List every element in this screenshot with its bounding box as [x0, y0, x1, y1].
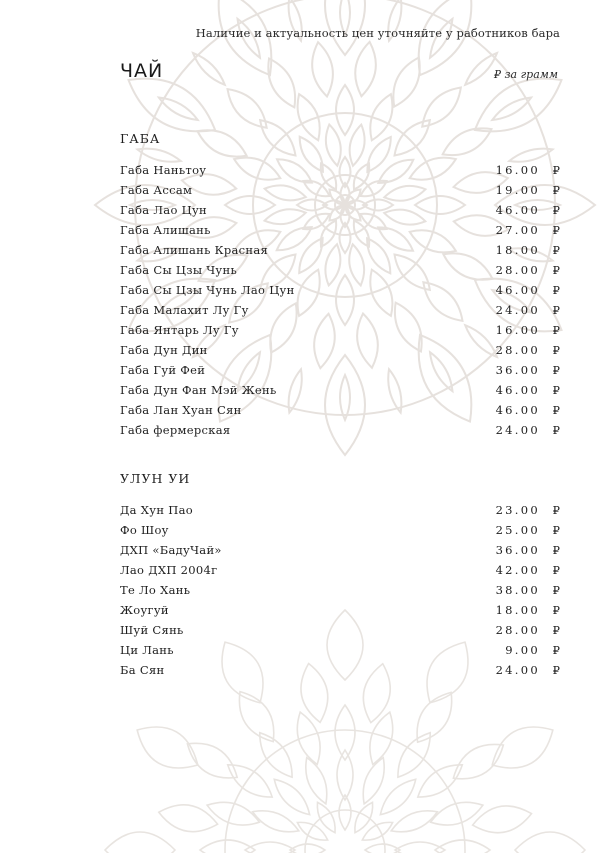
menu-list: [120, 160, 560, 440]
currency-icon: ₽: [552, 163, 560, 177]
item-name: Лао ДХП 2004г: [120, 563, 218, 577]
currency-icon: ₽: [552, 403, 560, 417]
item-name: Габа Лао Цун: [120, 203, 207, 217]
currency-icon: ₽: [552, 223, 560, 237]
currency-icon: ₽: [552, 583, 560, 597]
currency-icon: ₽: [552, 383, 560, 397]
currency-icon: ₽: [552, 283, 560, 297]
section-title: ГАБА: [120, 131, 161, 146]
currency-icon: ₽: [552, 243, 560, 257]
currency-icon: ₽: [552, 603, 560, 617]
item-price: 18.00: [495, 243, 540, 257]
item-name: Габа Лан Хуан Сян: [120, 403, 242, 417]
menu-item: [120, 620, 560, 640]
currency-icon: ₽: [552, 303, 560, 317]
item-name: Ци Лань: [120, 643, 174, 657]
menu-item: [120, 200, 560, 220]
item-price: 18.00: [495, 603, 540, 617]
currency-icon: ₽: [552, 643, 560, 657]
menu-item: [120, 380, 560, 400]
item-price: 24.00: [495, 303, 540, 317]
availability-notice: Наличие и актуальность цен уточняйте у работников бара: [195, 26, 560, 40]
menu-item: [120, 420, 560, 440]
item-price: 24.00: [495, 663, 540, 677]
menu-item: [120, 240, 560, 260]
currency-icon: ₽: [552, 263, 560, 277]
item-price: 36.00: [495, 543, 540, 557]
item-name: Габа Наньтоу: [120, 163, 207, 177]
item-price: 46.00: [495, 383, 540, 397]
item-name: Шуй Сянь: [120, 623, 184, 637]
menu-item: [120, 520, 560, 540]
item-price: 38.00: [495, 583, 540, 597]
menu-item: [120, 340, 560, 360]
menu-item: [120, 280, 560, 300]
menu-item: [120, 160, 560, 180]
item-name: Габа Гуй Фей: [120, 363, 206, 377]
item-price: 16.00: [495, 323, 540, 337]
item-name: Габа Сы Цзы Чунь: [120, 263, 238, 277]
item-price: 42.00: [495, 563, 540, 577]
menu-item: [120, 220, 560, 240]
item-name: Габа Алишань Красная: [120, 243, 269, 257]
item-price: 23.00: [495, 503, 540, 517]
menu-item: [120, 560, 560, 580]
price-unit-note: ₽ за грамм: [494, 68, 558, 81]
item-name: Габа Янтарь Лу Гу: [120, 323, 239, 337]
item-name: Да Хун Пао: [120, 503, 193, 517]
item-name: Габа Ассам: [120, 183, 193, 197]
item-name: Фо Шоу: [120, 523, 169, 537]
item-price: 36.00: [495, 363, 540, 377]
menu-item: [120, 500, 560, 520]
menu-item: [120, 260, 560, 280]
item-price: 46.00: [495, 203, 540, 217]
item-name: Габа Дун Дин: [120, 343, 208, 357]
item-name: Ба Сян: [120, 663, 165, 677]
item-name: Жоугуй: [120, 603, 169, 617]
item-name: Габа Сы Цзы Чунь Лао Цун: [120, 283, 295, 297]
menu-item: [120, 640, 560, 660]
menu-item: [120, 660, 560, 680]
currency-icon: ₽: [552, 503, 560, 517]
menu-item: [120, 320, 560, 340]
menu-item: [120, 300, 560, 320]
item-name: Габа Малахит Лу Гу: [120, 303, 249, 317]
currency-icon: ₽: [552, 183, 560, 197]
currency-icon: ₽: [552, 423, 560, 437]
menu-item: [120, 600, 560, 620]
item-price: 28.00: [495, 623, 540, 637]
item-price: 27.00: [495, 223, 540, 237]
item-price: 9.00: [505, 643, 540, 657]
item-name: Габа фермерская: [120, 423, 231, 437]
item-price: 25.00: [495, 523, 540, 537]
currency-icon: ₽: [552, 323, 560, 337]
section-ulun-ui: [120, 472, 560, 680]
menu-item: [120, 360, 560, 380]
page-title: ЧАЙ: [120, 60, 164, 82]
currency-icon: ₽: [552, 203, 560, 217]
section-title: УЛУН УИ: [120, 471, 191, 486]
item-price: 16.00: [495, 163, 540, 177]
item-price: 46.00: [495, 283, 540, 297]
menu-item: [120, 400, 560, 420]
item-price: 19.00: [495, 183, 540, 197]
currency-icon: ₽: [552, 543, 560, 557]
item-name: ДХП «БадуЧай»: [120, 543, 222, 557]
currency-icon: ₽: [552, 563, 560, 577]
item-name: Те Ло Хань: [120, 583, 191, 597]
item-name: Габа Дун Фан Мэй Жень: [120, 383, 277, 397]
currency-icon: ₽: [552, 343, 560, 357]
item-name: Габа Алишань: [120, 223, 211, 237]
currency-icon: ₽: [552, 623, 560, 637]
item-price: 24.00: [495, 423, 540, 437]
item-price: 46.00: [495, 403, 540, 417]
currency-icon: ₽: [552, 523, 560, 537]
currency-icon: ₽: [552, 663, 560, 677]
menu-list: [120, 500, 560, 680]
menu-item: [120, 540, 560, 560]
currency-icon: ₽: [552, 363, 560, 377]
menu-item: [120, 580, 560, 600]
section-gaba: [120, 132, 560, 440]
item-price: 28.00: [495, 263, 540, 277]
menu-item: [120, 180, 560, 200]
item-price: 28.00: [495, 343, 540, 357]
